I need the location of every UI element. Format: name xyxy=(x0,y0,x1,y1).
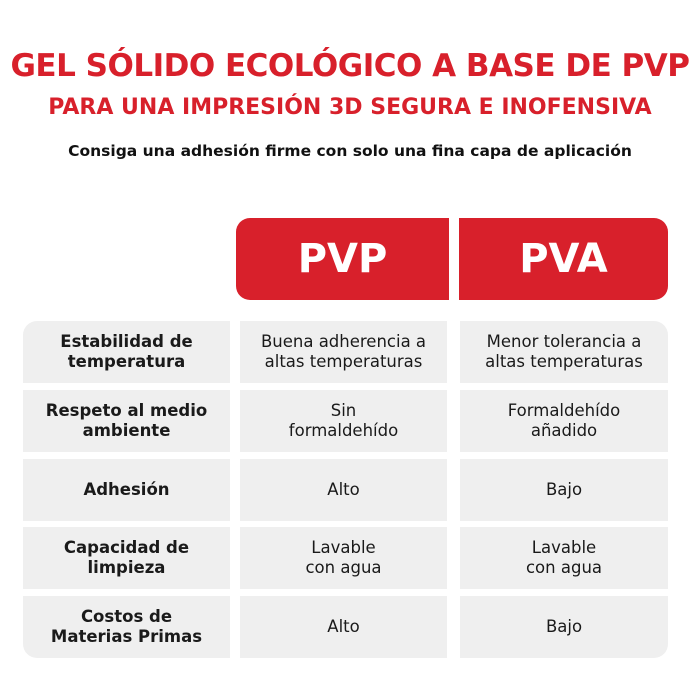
column-header-pvp: PVP xyxy=(236,218,449,300)
tagline: Consiga una adhesión firme con solo una fina capa de aplicación xyxy=(68,142,632,160)
table-cell-pva: Bajo xyxy=(460,596,668,658)
table-cell-pva: Lavable con agua xyxy=(460,527,668,589)
row-label: Adhesión xyxy=(23,459,230,521)
row-label: Respeto al medio ambiente xyxy=(23,390,230,452)
table-cell-pvp: Sin formaldehído xyxy=(240,390,447,452)
page-subtitle-red: PARA UNA IMPRESIÓN 3D SEGURA E INOFENSIVA xyxy=(48,95,652,120)
row-label: Capacidad de limpieza xyxy=(23,527,230,589)
table-cell-pvp: Lavable con agua xyxy=(240,527,447,589)
row-label: Estabilidad de temperatura xyxy=(23,321,230,383)
table-cell-pvp: Alto xyxy=(240,459,447,521)
table-cell-pvp: Alto xyxy=(240,596,447,658)
table-cell-pva: Bajo xyxy=(460,459,668,521)
column-header-pva: PVA xyxy=(459,218,668,300)
table-cell-pva: Menor tolerancia a altas temperaturas xyxy=(460,321,668,383)
table-cell-pvp: Buena adherencia a altas temperaturas xyxy=(240,321,447,383)
table-cell-pva: Formaldehído añadido xyxy=(460,390,668,452)
row-label: Costos de Materias Primas xyxy=(23,596,230,658)
page-title: GEL SÓLIDO ECOLÓGICO A BASE DE PVP xyxy=(10,48,690,84)
